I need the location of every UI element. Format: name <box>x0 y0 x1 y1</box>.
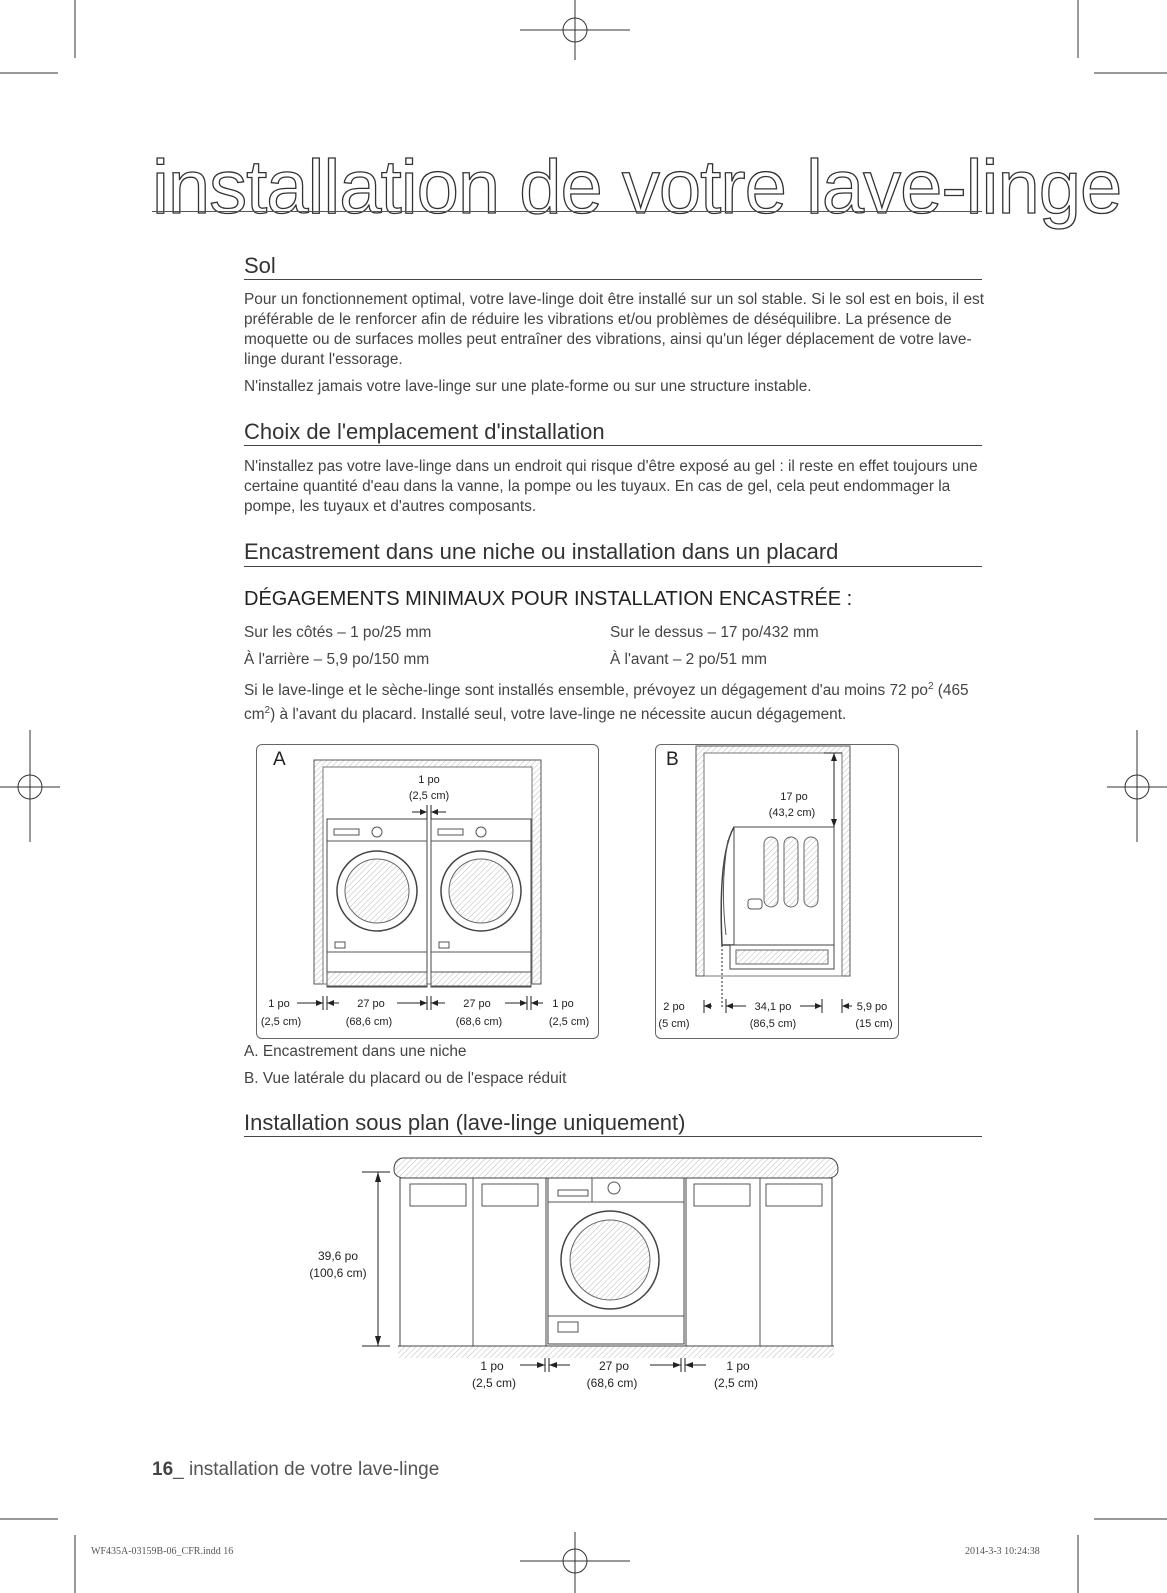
footer-timestamp: 2014-3-3 10:24:38 <box>965 1546 1040 1557</box>
caption-a: A. Encastrement dans une niche <box>244 1043 467 1060</box>
dimension-label: 1 po <box>268 998 290 1010</box>
dimension-label: 27 po <box>598 1359 630 1373</box>
figure-c-drawing <box>290 1150 850 1400</box>
sol-paragraph-2: N'installez jamais votre lave-linge sur une plate-forme ou sur une structure instable. <box>244 378 812 395</box>
caption-b: B. Vue latérale du placard ou de l'espace réduit <box>244 1070 567 1087</box>
dimension-label: (5 cm) <box>658 1018 690 1030</box>
dimension-label: 2 po <box>663 1001 685 1013</box>
washer-right-icon <box>431 819 531 987</box>
paragraph-part: ) à l'avant du placard. Installé seul, votre lave-linge ne nécessite aucun dégagement. <box>270 706 847 724</box>
clearance-sides: Sur les côtés – 1 po/25 mm <box>244 624 432 641</box>
heading-sol: Sol <box>244 253 276 278</box>
dimension-label: (2,5 cm) <box>548 1016 590 1028</box>
heading-rule <box>244 279 982 280</box>
dimension-label: 1 po <box>418 774 440 786</box>
dimension-label: 34,1 po <box>754 1001 792 1013</box>
washer-under-counter-icon <box>548 1178 684 1344</box>
heading-rule <box>244 445 982 446</box>
clearance-front: À l'avant – 2 po/51 mm <box>610 651 767 668</box>
heading-rule <box>244 1136 982 1137</box>
page-title: installation de votre lave-linge <box>152 145 1122 230</box>
dimension-label: (86,5 cm) <box>749 1018 797 1030</box>
dimension-label: (2,5 cm) <box>471 1376 517 1390</box>
heading-rule <box>244 566 982 567</box>
dimension-label: (100,6 cm) <box>309 1266 367 1280</box>
sol-paragraph-1: Pour un fonctionnement optimal, votre lave-linge doit être installé sur un sol stable. Si le sol est en bois, il est préférable de le renforcer afin de réduire les vibrations et/ou problèmes de déséquilibre. La présence de moquette ou de surfaces molles peut entraîner des vibrations, ainsi qu'un léger déplacement de votre lave-linge durant l'essorage. <box>244 291 984 368</box>
superscript: 2 <box>264 705 271 717</box>
washer-side-icon <box>721 827 834 969</box>
dimension-label: 1 po <box>480 1359 504 1373</box>
page-number: 16 <box>152 1459 174 1480</box>
footer-label: _ installation de votre lave-linge <box>173 1459 440 1480</box>
superscript: 2 <box>927 681 934 692</box>
figure-a <box>256 744 599 1039</box>
washer-left-icon <box>327 819 427 987</box>
figure-a-drawing <box>257 745 598 1038</box>
dimension-label: 1 po <box>552 998 574 1010</box>
dimension-label: (68,6 cm) <box>345 1016 393 1028</box>
paragraph-part: (465 cm <box>244 682 969 724</box>
dimension-label: (15 cm) <box>855 1018 893 1030</box>
dimension-label: (2,5 cm) <box>408 790 450 802</box>
figure-label: A <box>273 749 286 770</box>
figure-b-drawing <box>656 745 898 1038</box>
subheading-degagements: DÉGAGEMENTS MINIMAUX POUR INSTALLATION ENCASTRÉE : <box>244 588 853 610</box>
dimension-label: (68,6 cm) <box>586 1376 638 1390</box>
dimension-label: 27 po <box>357 998 385 1010</box>
dimension-label: 17 po <box>780 791 808 803</box>
dimension-label: 1 po <box>726 1359 750 1373</box>
encastrement-paragraph <box>244 677 984 725</box>
clearance-top: Sur le dessus – 17 po/432 mm <box>610 624 819 641</box>
dimension-label: 5,9 po <box>856 1001 888 1013</box>
heading-sous-plan: Installation sous plan (lave-linge uniquement) <box>244 1110 686 1135</box>
dimension-label: (68,6 cm) <box>455 1016 503 1028</box>
dimension-label: (43,2 cm) <box>768 807 816 819</box>
dimension-label: (2,5 cm) <box>260 1016 302 1028</box>
paragraph-part: Si le lave-linge et le sèche-linge sont installés ensemble, prévoyez un dégagement d'au moins 72 po <box>244 682 928 700</box>
figure-b <box>655 744 899 1039</box>
clearance-rear: À l'arrière – 5,9 po/150 mm <box>244 651 430 668</box>
figure-label: B <box>666 749 679 770</box>
dimension-label: 39,6 po <box>317 1249 359 1263</box>
heading-encastrement: Encastrement dans une niche ou installation dans un placard <box>244 539 839 564</box>
dimension-label: (2,5 cm) <box>713 1376 759 1390</box>
dimension-label: 27 po <box>463 998 491 1010</box>
page-footer <box>152 1459 439 1481</box>
title-rule <box>152 211 982 212</box>
heading-choix: Choix de l'emplacement d'installation <box>244 419 605 444</box>
choix-paragraph: N'installez pas votre lave-linge dans un endroit qui risque d'être exposé au gel : il reste en effet toujours une certaine quantité d'eau dans la vanne, la pompe ou les tuyaux. En cas de gel, cela peut endommager la pompe, les tuyaux et d'autres composants. <box>244 458 978 515</box>
footer-file: WF435A-03159B-06_CFR.indd 16 <box>91 1546 234 1557</box>
